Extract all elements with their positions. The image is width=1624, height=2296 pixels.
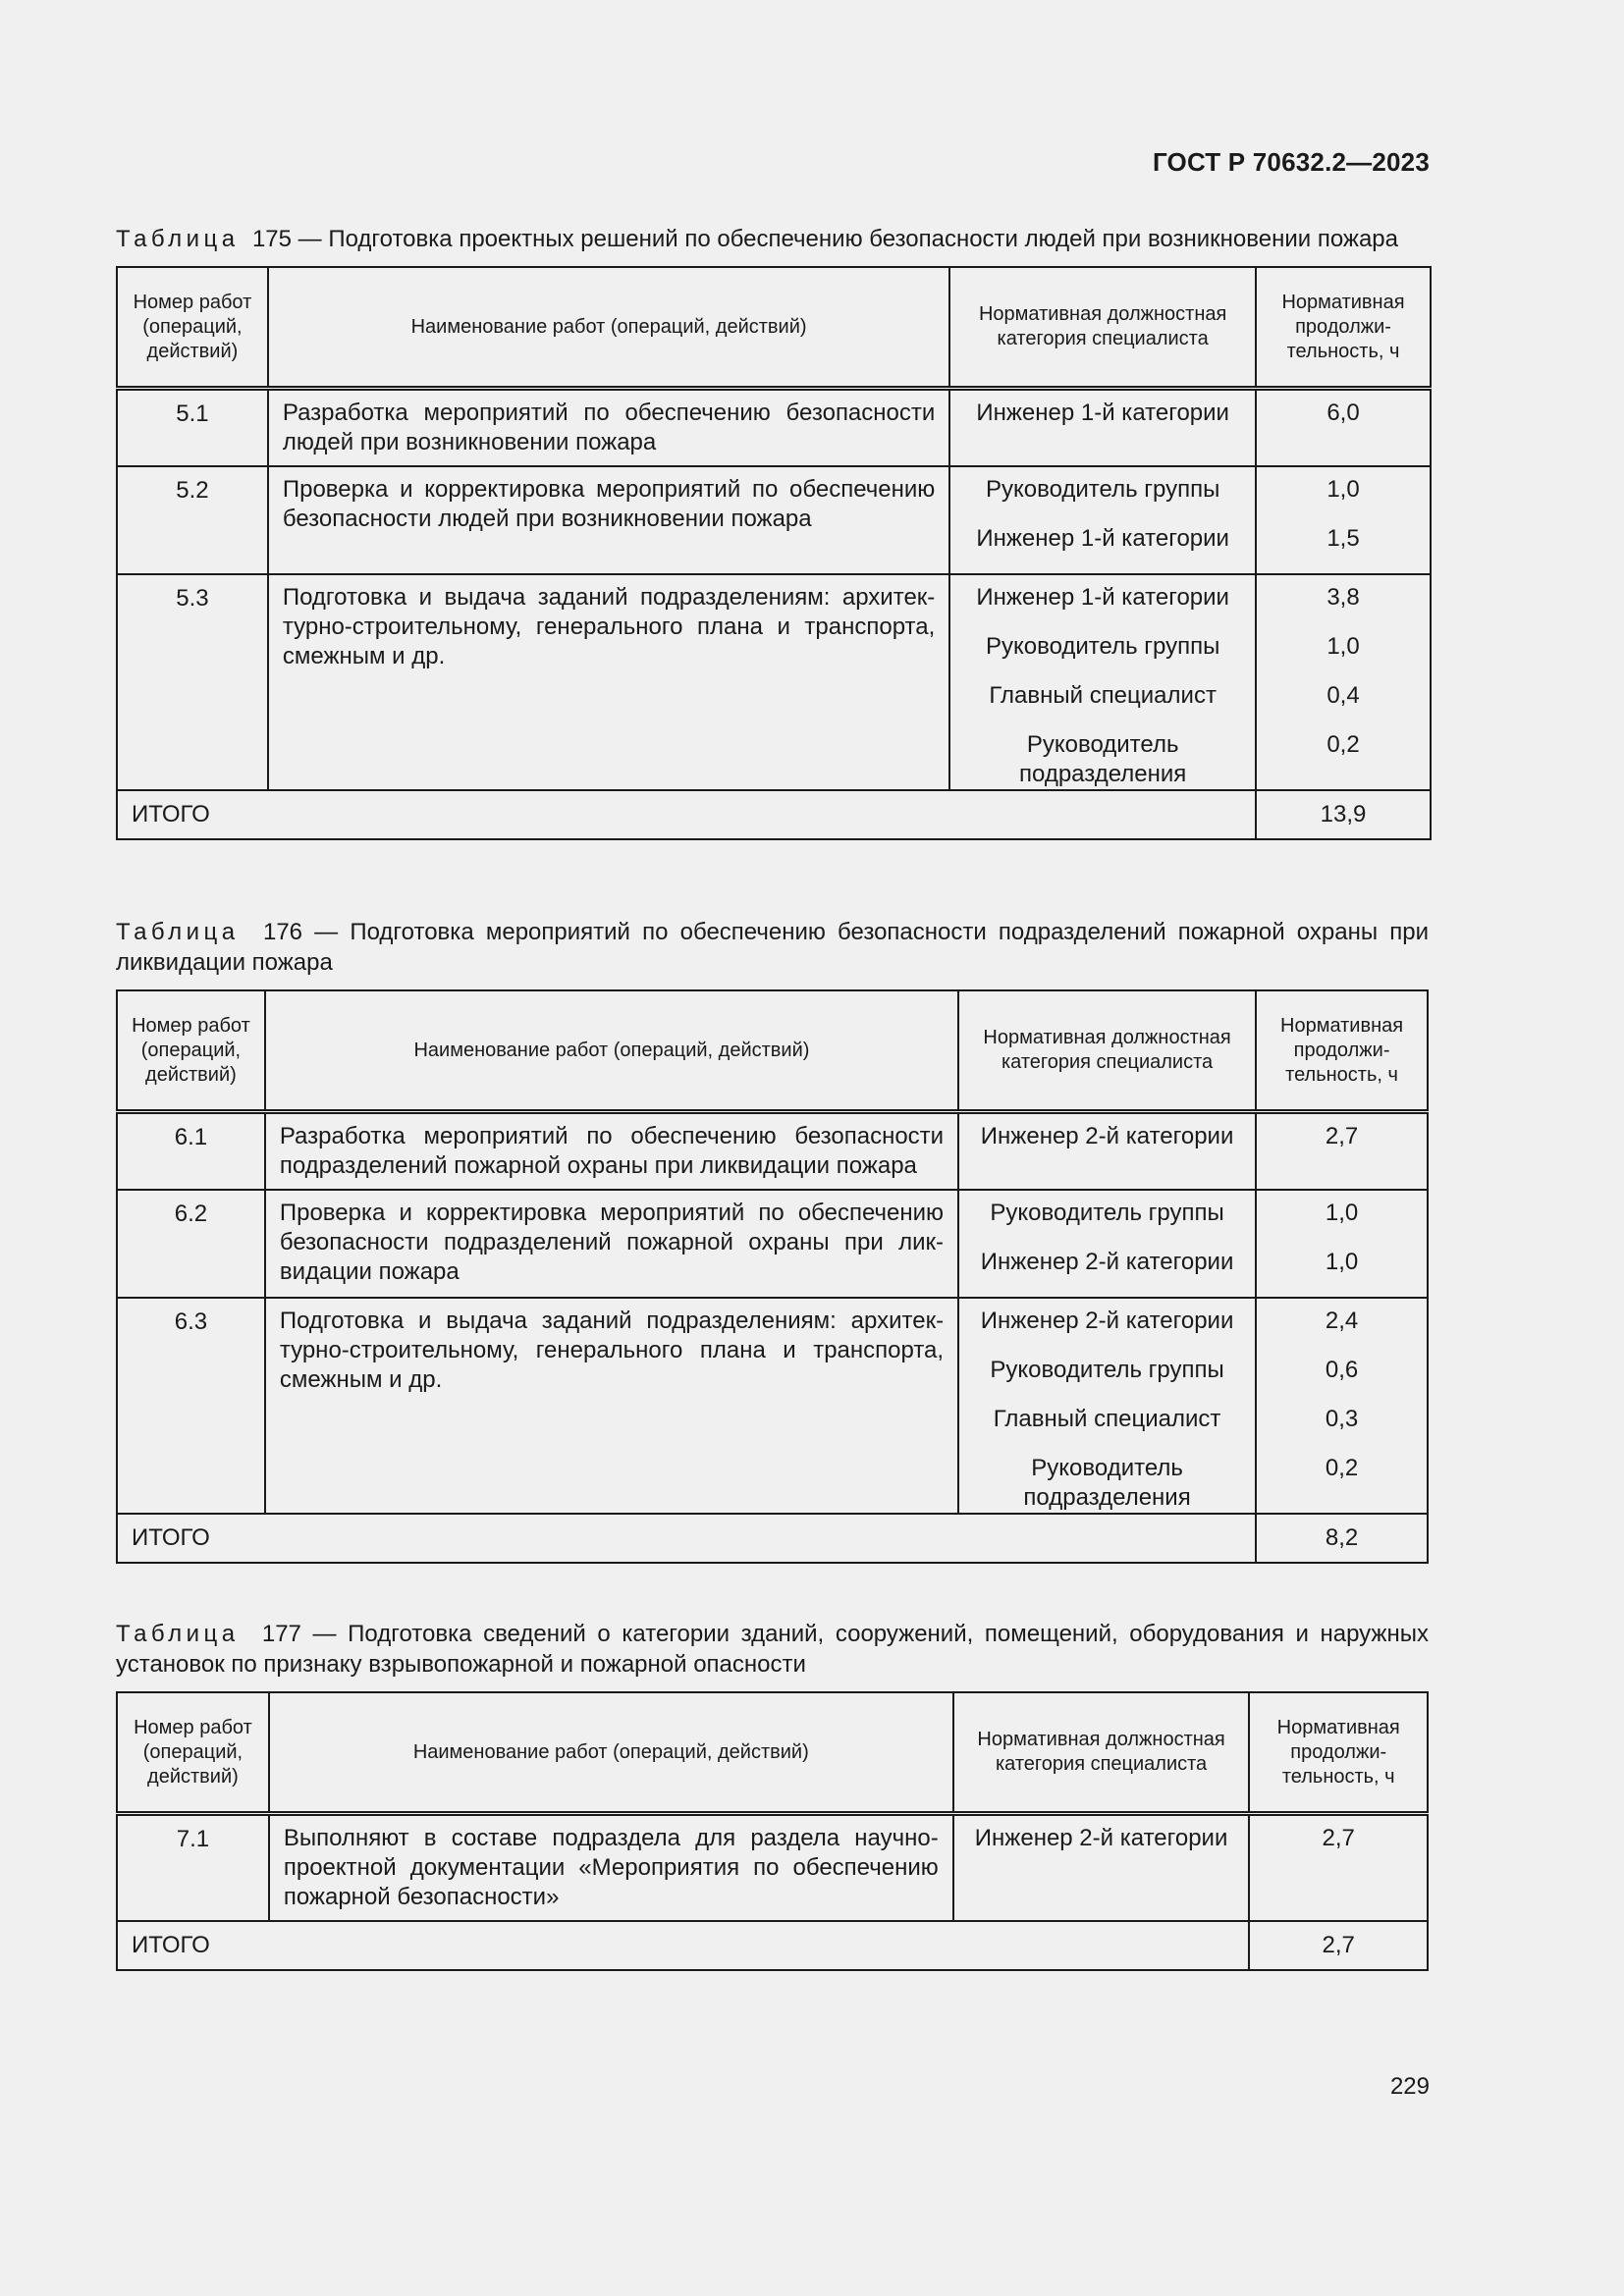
specialist-category: Руководитель группы xyxy=(990,1357,1224,1383)
total-label: ИТОГО xyxy=(117,1921,1249,1970)
work-name: Разработка мероприятий по обеспечению безопасности людей при возникновении пожара xyxy=(268,389,949,467)
specialist-category: Инженер 2-й категории xyxy=(974,1825,1228,1851)
duration-value: 3,8 xyxy=(1326,584,1360,611)
duration-value: 2,7 xyxy=(1322,1825,1355,1851)
column-header: Нормативная продолжи-тельность, ч xyxy=(1256,267,1431,389)
specialist-cell xyxy=(949,574,1256,790)
table-caption xyxy=(116,224,1432,254)
work-number: 5.3 xyxy=(117,574,268,790)
duration-value: 1,0 xyxy=(1325,1249,1359,1275)
duration-value: 0,2 xyxy=(1326,731,1360,758)
work-name: Подготовка и выдача заданий подразделениям: архитек-турно-строительному, генерального плана и транспорта, смежным и др. xyxy=(268,574,949,790)
specialist-category: Инженер 2-й категории xyxy=(980,1123,1234,1149)
column-header: Нормативная продолжи-тельность, ч xyxy=(1249,1692,1428,1814)
table-block-177 xyxy=(116,1619,1429,1971)
table-block-176 xyxy=(116,917,1429,1564)
total-label: ИТОГО xyxy=(117,790,1256,839)
specialist-cell xyxy=(958,1190,1256,1298)
specialist-category: Инженер 1-й категории xyxy=(976,525,1229,552)
specialist-cell xyxy=(958,1112,1256,1191)
duration-cell xyxy=(1256,466,1431,574)
duration-cell xyxy=(1256,1112,1428,1191)
column-header: Нормативная продолжи-тельность, ч xyxy=(1256,990,1428,1112)
total-row xyxy=(117,790,1431,839)
data-table xyxy=(116,266,1432,840)
column-header: Номер работ (операций, действий) xyxy=(117,990,265,1112)
work-name: Подготовка и выдача заданий подразделениям: архитек-турно-строительному, генерального плана и транспорта, смежным и др. xyxy=(265,1298,958,1514)
document-code: ГОСТ Р 70632.2—2023 xyxy=(1152,147,1430,177)
table-caption xyxy=(116,917,1429,978)
table-row xyxy=(117,574,1431,790)
column-header: Номер работ (операций, действий) xyxy=(117,1692,269,1814)
duration-value: 1,0 xyxy=(1326,633,1360,660)
specialist-category: Руководитель группы xyxy=(985,633,1220,660)
data-table xyxy=(116,1691,1429,1971)
specialist-cell xyxy=(949,389,1256,467)
specialist-category: Руководитель подразделения xyxy=(1023,1455,1191,1511)
duration-cell xyxy=(1256,574,1431,790)
work-number: 5.2 xyxy=(117,466,268,574)
duration-value: 0,6 xyxy=(1325,1357,1359,1383)
total-row xyxy=(117,1514,1428,1563)
column-header: Номер работ (операций, действий) xyxy=(117,267,268,389)
duration-cell xyxy=(1256,389,1431,467)
duration-value: 6,0 xyxy=(1326,400,1360,426)
table-label: Таблица xyxy=(116,226,240,252)
table-row xyxy=(117,389,1431,467)
specialist-category: Инженер 2-й категории xyxy=(980,1249,1234,1275)
table-row xyxy=(117,1814,1428,1922)
work-name: Разработка мероприятий по обеспечению безопасности подразделений пожарной охраны при ликвидации пожара xyxy=(265,1112,958,1191)
duration-cell xyxy=(1256,1190,1428,1298)
duration-value: 2,4 xyxy=(1325,1308,1359,1334)
table-label: Таблица xyxy=(116,1621,240,1647)
total-row xyxy=(117,1921,1428,1970)
table-title: 175 — Подготовка проектных решений по обеспечению безопасности людей при возникновении пожара xyxy=(251,226,1398,252)
table-title: 177 — Подготовка сведений о категории зданий, сооружений, помещений, оборудования и наружных установок по признаку взрывопожарной и пожарной опасности xyxy=(116,1621,1429,1678)
table-caption xyxy=(116,1619,1429,1680)
table-title: 176 — Подготовка мероприятий по обеспечению безопасности подразделений пожарной охраны при ликвидации пожара xyxy=(116,919,1430,976)
header-row xyxy=(117,267,1431,389)
duration-value: 1,0 xyxy=(1326,476,1360,503)
specialist-category: Главный специалист xyxy=(989,682,1217,709)
specialist-category: Инженер 1-й категории xyxy=(976,400,1229,426)
specialist-category: Инженер 2-й категории xyxy=(980,1308,1234,1334)
table-block-175 xyxy=(116,224,1432,840)
work-name: Выполняют в составе подраздела для раздела научно-проектной документации «Мероприятия по обеспечению пожарной безопасности» xyxy=(269,1814,953,1922)
header-row xyxy=(117,1692,1428,1814)
duration-value: 0,3 xyxy=(1325,1406,1359,1432)
column-header: Наименование работ (операций, действий) xyxy=(268,267,949,389)
specialist-category: Главный специалист xyxy=(993,1406,1221,1432)
work-number: 6.3 xyxy=(117,1298,265,1514)
table-row xyxy=(117,1298,1428,1514)
duration-cell xyxy=(1249,1814,1428,1922)
table-row xyxy=(117,466,1431,574)
work-name: Проверка и корректировка мероприятий по обеспечению безопасности людей при возникновении пожара xyxy=(268,466,949,574)
page-number: 229 xyxy=(1389,2073,1430,2100)
table-row xyxy=(117,1112,1428,1191)
duration-value: 1,0 xyxy=(1325,1200,1359,1226)
column-header: Нормативная должностная категория специалиста xyxy=(953,1692,1250,1814)
specialist-category: Руководитель подразделения xyxy=(1019,731,1187,787)
work-number: 6.1 xyxy=(117,1112,265,1191)
total-value: 13,9 xyxy=(1256,790,1431,839)
work-number: 5.1 xyxy=(117,389,268,467)
data-table xyxy=(116,989,1429,1564)
column-header: Нормативная должностная категория специалиста xyxy=(949,267,1256,389)
specialist-category: Руководитель группы xyxy=(985,476,1220,503)
table-label: Таблица xyxy=(116,919,240,945)
work-number: 7.1 xyxy=(117,1814,269,1922)
duration-value: 1,5 xyxy=(1326,525,1360,552)
duration-cell xyxy=(1256,1298,1428,1514)
duration-value: 0,4 xyxy=(1326,682,1360,709)
specialist-cell xyxy=(958,1298,1256,1514)
work-number: 6.2 xyxy=(117,1190,265,1298)
specialist-cell xyxy=(949,466,1256,574)
column-header: Наименование работ (операций, действий) xyxy=(269,1692,953,1814)
duration-value: 2,7 xyxy=(1325,1123,1359,1149)
total-value: 8,2 xyxy=(1256,1514,1428,1563)
duration-value: 0,2 xyxy=(1325,1455,1359,1481)
specialist-cell xyxy=(953,1814,1250,1922)
total-value: 2,7 xyxy=(1249,1921,1428,1970)
specialist-category: Инженер 1-й категории xyxy=(976,584,1229,611)
specialist-category: Руководитель группы xyxy=(990,1200,1224,1226)
table-row xyxy=(117,1190,1428,1298)
column-header: Наименование работ (операций, действий) xyxy=(265,990,958,1112)
total-label: ИТОГО xyxy=(117,1514,1256,1563)
work-name: Проверка и корректировка мероприятий по обеспечению безопасности подразделений пожарной охраны при лик-видации пожара xyxy=(265,1190,958,1298)
header-row xyxy=(117,990,1428,1112)
column-header: Нормативная должностная категория специалиста xyxy=(958,990,1256,1112)
